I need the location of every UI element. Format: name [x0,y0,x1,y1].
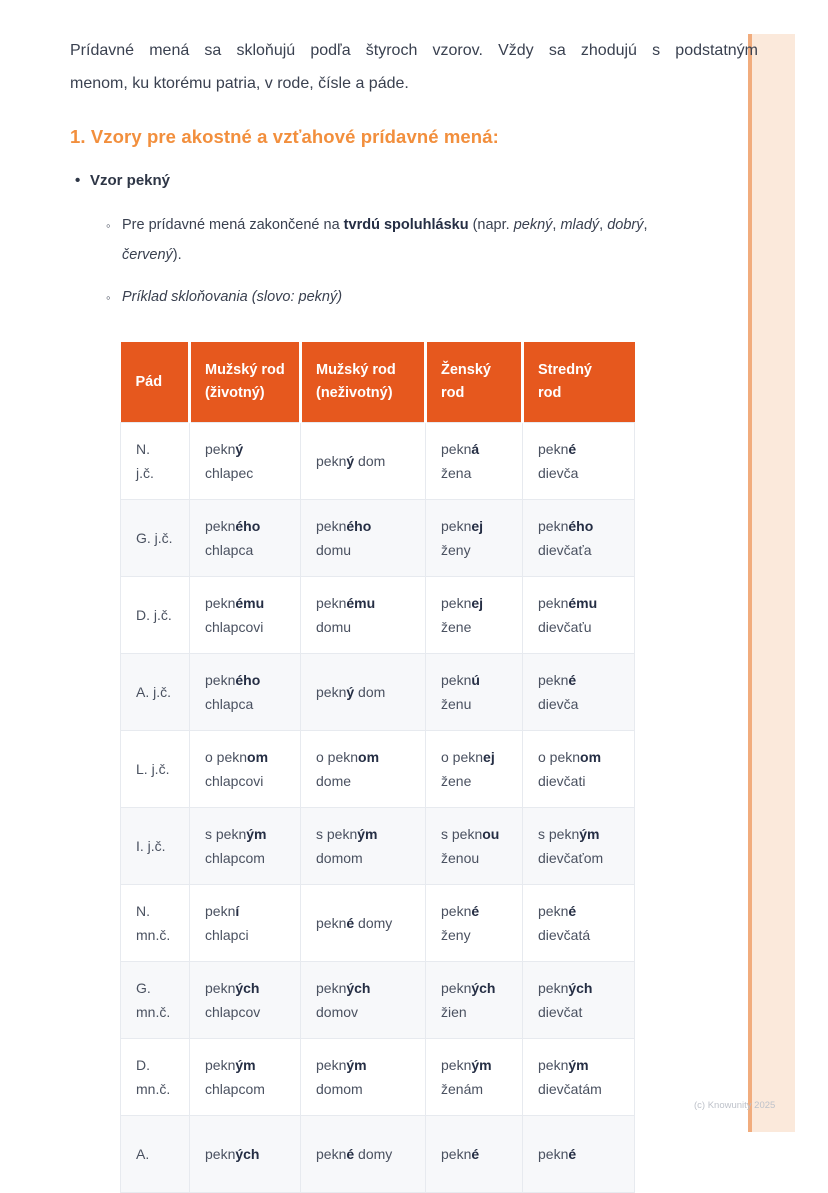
case-label-cell: I. j.č. [121,808,190,885]
intro-line-1: Prídavné mená sa skloňujú podľa štyroch vzorov. Vždy sa zhodujú s podstatným [70,42,758,59]
declension-cell: pekných dievčat [523,962,635,1039]
declension-cell: peknej žene [426,577,523,654]
case-label-cell: G. j.č. [121,500,190,577]
declension-cell: peknej ženy [426,500,523,577]
declension-cell: peknú ženu [426,654,523,731]
case-label-cell: N. mn.č. [121,885,190,962]
table-row [121,885,635,962]
declension-cell: pekného domu [301,500,426,577]
list-item-label: Vzor pekný [90,172,171,189]
declension-cell: pekným chlapcom [190,1039,301,1116]
declension-cell: s pekným chlapcom [190,808,301,885]
sub-list-item-text: Príklad skloňovania (slovo: pekný) [122,289,343,305]
table-row [121,962,635,1039]
circle-bullet-icon: ◦ [106,290,111,305]
declension-cell: pekný chlapec [190,423,301,500]
watermark: (c) Knowunity 2025 [694,1100,776,1111]
column-header: Stredný rod [523,342,635,423]
declension-cell: o peknom dievčati [523,731,635,808]
bullet-icon: • [75,172,81,189]
declension-cell: pekný dom [301,423,426,500]
declension-cell: s pekným dievčaťom [523,808,635,885]
case-label-cell: D. j.č. [121,577,190,654]
table-header-row [121,342,635,423]
declension-cell: pekní chlapci [190,885,301,962]
intro-line-2: menom, ku ktorému patria, v rode, čísle a páde. [70,75,409,92]
declension-cell: s pekným domom [301,808,426,885]
column-header: Ženský rod [426,342,523,423]
declension-cell: pekných domov [301,962,426,1039]
case-label-cell: A. [121,1116,190,1193]
column-header: Pád [121,342,190,423]
section-heading: 1. Vzory pre akostné a vzťahové prídavné mená: [70,126,499,147]
case-label-cell: L. j.č. [121,731,190,808]
sub-list-item-rule [70,210,758,270]
declension-cell: pekných [190,1116,301,1193]
declension-cell: o peknej žene [426,731,523,808]
declension-cell: pekným ženám [426,1039,523,1116]
declension-cell: pekným dievčatám [523,1039,635,1116]
declension-cell: pekný dom [301,654,426,731]
table-row [121,1116,635,1193]
declension-cell: pekným domom [301,1039,426,1116]
declension-cell: o peknom dome [301,731,426,808]
declension-cell: pekné [523,1116,635,1193]
declension-cell: pekných žien [426,962,523,1039]
declension-cell: peknému domu [301,577,426,654]
sub-list-item-text: Pre prídavné mená zakončené na tvrdú spoluhlásku (napr. pekný, mladý, dobrý, červený). [122,217,648,263]
sub-list-item-example [70,282,758,313]
declension-cell: peknému chlapcovi [190,577,301,654]
case-label-cell: D. mn.č. [121,1039,190,1116]
declension-cell: pekné dievčatá [523,885,635,962]
declension-cell: s peknou ženou [426,808,523,885]
intro-paragraph [70,34,758,100]
declension-cell: pekné ženy [426,885,523,962]
table-row [121,423,635,500]
declension-table [120,342,635,1193]
case-label-cell: A. j.č. [121,654,190,731]
declension-cell: o peknom chlapcovi [190,731,301,808]
table-row [121,1039,635,1116]
declension-cell: pekného chlapca [190,654,301,731]
declension-cell: pekného chlapca [190,500,301,577]
declension-cell: pekné dievča [523,654,635,731]
table-row [121,731,635,808]
table-row [121,577,635,654]
table-row [121,654,635,731]
page-content [70,34,758,1193]
list-item-vzor-pekny [70,172,758,189]
declension-cell: pekná žena [426,423,523,500]
case-label-cell: N. j.č. [121,423,190,500]
declension-cell: pekných chlapcov [190,962,301,1039]
case-label-cell: G. mn.č. [121,962,190,1039]
circle-bullet-icon: ◦ [106,218,111,233]
table-row [121,808,635,885]
declension-cell: pekné domy [301,885,426,962]
declension-cell: pekné [426,1116,523,1193]
declension-cell: peknému dievčaťu [523,577,635,654]
table-body [121,423,635,1193]
table-row [121,500,635,577]
column-header: Mužský rod (životný) [190,342,301,423]
column-header: Mužský rod (neživotný) [301,342,426,423]
declension-cell: pekné domy [301,1116,426,1193]
declension-cell: pekného dievčaťa [523,500,635,577]
declension-cell: pekné dievča [523,423,635,500]
